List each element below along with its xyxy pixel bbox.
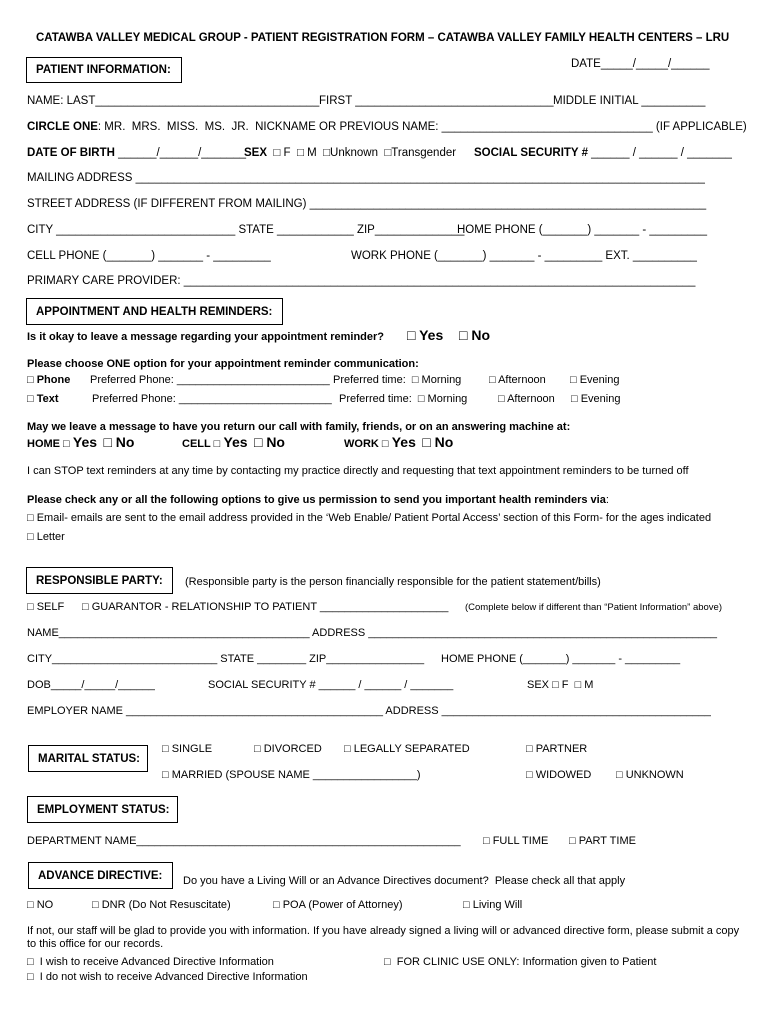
permission-row <box>27 493 609 507</box>
directive-info-note: If not, our staff will be glad to provide you with information. If you have already signed a living will or advanced directive form, please submit a copy to this office for our records. <box>27 925 740 950</box>
part-time-option[interactable]: □ PART TIME <box>569 835 636 847</box>
permission-label: Please check any or all the following options to give us permission to send you important health reminders via <box>27 494 606 506</box>
ssn-field[interactable]: ______ / ______ / _______ <box>587 147 732 159</box>
directive-dnr[interactable]: □ DNR (Do Not Resuscitate) <box>92 899 231 911</box>
employer-name-address[interactable]: EMPLOYER NAME __________________________________________ ADDRESS ____________________________________________ <box>27 705 711 717</box>
sex-label: SEX <box>244 147 268 159</box>
dob-label: DATE OF BIRTH <box>27 147 115 159</box>
may-leave-message-question: May we leave a message to have you return our call with family, friends, or on an answering machine at: <box>27 421 571 433</box>
department-name-field[interactable]: DEPARTMENT NAME_____________________________________________________ <box>27 835 461 847</box>
work-yes: Yes <box>391 434 416 450</box>
choose-option-label: Please choose ONE option for your appointment reminder communication: <box>27 358 419 370</box>
responsible-party-note: (Responsible party is the person financially responsible for the patient statement/bills) <box>185 576 601 588</box>
patient-information-header: PATIENT INFORMATION: <box>26 57 182 83</box>
circle-one-label: CIRCLE ONE <box>27 121 98 133</box>
work-no[interactable]: □ No <box>422 434 454 450</box>
stop-reminders-note: I can STOP text reminders at any time by contacting my practice directly and requesting that text appointment reminders to be turned off <box>27 465 689 477</box>
text-option[interactable]: □ Text <box>27 393 59 405</box>
home-yes: Yes <box>72 434 98 450</box>
home-message-row[interactable] <box>27 435 134 451</box>
form-title: CATAWBA VALLEY MEDICAL GROUP - PATIENT REGISTRATION FORM – CATAWBA VALLEY FAMILY HEALTH CENTERS – LRU <box>36 32 730 44</box>
responsible-ssn[interactable]: SOCIAL SECURITY # ______ / ______ / _______ <box>208 679 454 691</box>
cell-message-row[interactable] <box>182 435 285 451</box>
advance-directive-header: ADVANCE DIRECTIVE: <box>28 862 173 889</box>
guarantor-note: (Complete below if different than “Patient Information” above) <box>465 602 722 613</box>
responsible-party-header: RESPONSIBLE PARTY: <box>26 567 173 594</box>
ssn-row[interactable] <box>474 146 732 160</box>
directive-no[interactable]: □ NO <box>27 899 54 911</box>
leave-message-question: Is it okay to leave a message regarding your appointment reminder? <box>27 331 384 343</box>
cell-no[interactable]: □ No <box>253 434 285 450</box>
directive-poa[interactable]: □ POA (Power of Attorney) <box>273 899 403 911</box>
city-state-zip-field[interactable]: CITY ____________________________ STATE ____________ ZIP______________ <box>27 224 465 236</box>
home-phone-field[interactable]: HOME PHONE (_______) _______ - _________ <box>457 224 707 236</box>
phone-morning[interactable]: Preferred time: □ Morning <box>333 374 462 386</box>
phone-afternoon[interactable]: □ Afternoon <box>489 374 546 386</box>
home-yes-box[interactable]: HOME □ <box>27 438 70 450</box>
reminders-header: APPOINTMENT AND HEALTH REMINDERS: <box>26 298 283 325</box>
dob-field[interactable]: ______/______/_______ <box>114 147 247 159</box>
primary-care-provider-field[interactable]: PRIMARY CARE PROVIDER: ________________________________________________________________________________ <box>27 275 696 287</box>
marital-widowed[interactable]: □ WIDOWED <box>526 769 592 781</box>
mailing-address-field[interactable]: MAILING ADDRESS _________________________________________________________________________________________ <box>27 172 705 184</box>
middle-initial-field[interactable]: MIDDLE INITIAL __________ <box>553 95 706 107</box>
dob-row[interactable] <box>27 146 246 160</box>
text-afternoon[interactable]: □ Afternoon <box>498 393 555 405</box>
marital-partner[interactable]: □ PARTNER <box>526 743 588 755</box>
not-wish-to-receive-option[interactable]: □ I do not wish to receive Advanced Directive Information <box>27 971 308 983</box>
marital-status-header: MARITAL STATUS: <box>28 745 148 772</box>
responsible-sex[interactable]: SEX □ F □ M <box>527 679 594 691</box>
sex-row[interactable] <box>244 146 456 160</box>
cell-phone-field[interactable]: CELL PHONE (_______) _______ - _________ <box>27 250 271 262</box>
responsible-name-address[interactable]: NAME_________________________________________ ADDRESS _________________________________________________________ <box>27 627 717 639</box>
last-name-field[interactable]: NAME: LAST___________________________________ <box>27 95 320 107</box>
letter-option[interactable]: □ Letter <box>27 531 65 543</box>
text-evening[interactable]: □ Evening <box>571 393 621 405</box>
clinic-use-only-option[interactable]: □ FOR CLINIC USE ONLY: Information given to Patient <box>384 956 657 968</box>
phone-evening[interactable]: □ Evening <box>570 374 620 386</box>
work-yes-box[interactable]: WORK □ <box>344 438 389 450</box>
phone-option[interactable]: □ Phone <box>27 374 71 386</box>
directive-living-will[interactable]: □ Living Will <box>463 899 523 911</box>
work-phone-field[interactable]: WORK PHONE (_______) _______ - _________ EXT. __________ <box>351 250 697 262</box>
work-message-row[interactable] <box>344 435 453 451</box>
street-address-field[interactable]: STREET ADDRESS (IF DIFFERENT FROM MAILING) ______________________________________________________________ <box>27 198 707 210</box>
advance-directive-question: Do you have a Living Will or an Advance Directives document? Please check all that apply <box>183 875 626 887</box>
leave-message-no[interactable]: □ No <box>459 327 491 343</box>
text-preferred-phone[interactable]: Preferred Phone: _________________________ <box>92 393 332 405</box>
marital-unknown[interactable]: □ UNKNOWN <box>616 769 684 781</box>
circle-one-row[interactable] <box>27 120 747 134</box>
permission-colon: : <box>605 494 609 506</box>
first-name-field[interactable]: FIRST _______________________________ <box>319 95 554 107</box>
marital-single[interactable]: □ SINGLE <box>162 743 213 755</box>
date-field[interactable]: DATE_____/_____/______ <box>571 58 710 70</box>
cell-yes: Yes <box>223 434 248 450</box>
full-time-option[interactable]: □ FULL TIME <box>483 835 549 847</box>
responsible-city-state-zip[interactable]: CITY___________________________ STATE ________ ZIP________________ <box>27 653 425 665</box>
sex-options[interactable]: □ F □ M □Unknown □Transgender <box>273 147 457 159</box>
wish-to-receive-option[interactable]: □ I wish to receive Advanced Directive Information <box>27 956 274 968</box>
home-no[interactable]: □ No <box>103 434 135 450</box>
guarantor-option[interactable]: □ GUARANTOR - RELATIONSHIP TO PATIENT _____________________ <box>82 601 449 613</box>
responsible-home-phone[interactable]: HOME PHONE (_______) _______ - _________ <box>441 653 681 665</box>
responsible-dob[interactable]: DOB_____/_____/______ <box>27 679 155 691</box>
marital-divorced[interactable]: □ DIVORCED <box>254 743 322 755</box>
employment-status-header: EMPLOYMENT STATUS: <box>27 796 178 823</box>
text-morning[interactable]: Preferred time: □ Morning <box>339 393 468 405</box>
self-option[interactable]: □ SELF <box>27 601 65 613</box>
leave-message-yes[interactable]: □ Yes <box>407 327 444 343</box>
email-option[interactable]: □ Email- emails are sent to the email address provided in the ‘Web Enable/ Patient Portal Access’ section of this Form- for the ages indicated <box>27 512 712 524</box>
ssn-label: SOCIAL SECURITY # <box>474 147 588 159</box>
marital-married[interactable]: □ MARRIED (SPOUSE NAME _________________) <box>162 769 421 781</box>
cell-yes-box[interactable]: CELL □ <box>182 438 221 450</box>
phone-preferred-phone[interactable]: Preferred Phone: _________________________ <box>90 374 330 386</box>
title-options[interactable]: : MR. MRS. MISS. MS. JR. NICKNAME OR PREVIOUS NAME: _________________________________ (IF APPLICABLE) <box>97 121 747 133</box>
marital-legally-separated[interactable]: □ LEGALLY SEPARATED <box>344 743 470 755</box>
